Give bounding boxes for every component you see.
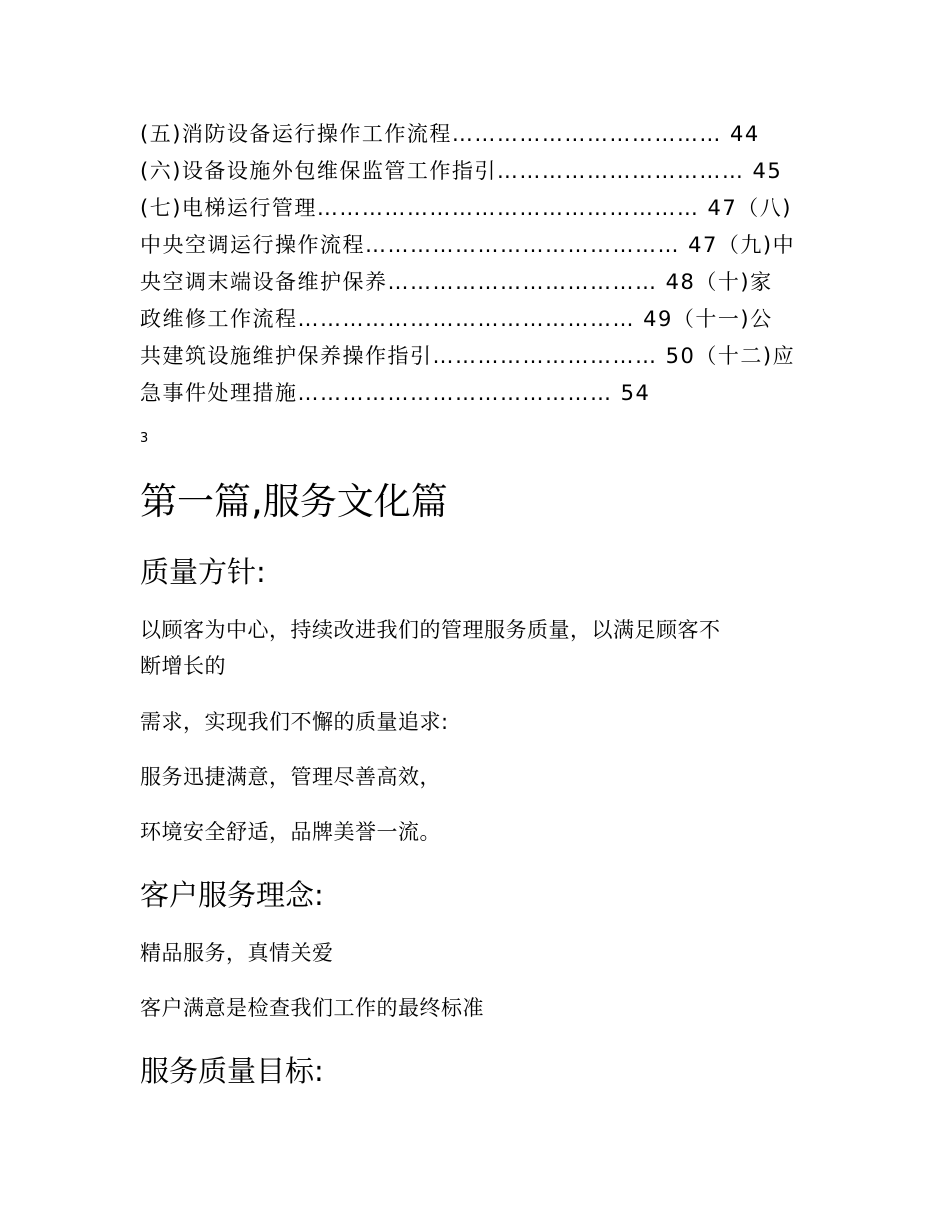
toc-entry-5[interactable]: (五)消防设备运行操作工作流程……………………………… 44	[140, 122, 760, 146]
toc-entry-8[interactable]: 中央空调运行操作流程…………………………………… 47（九)中	[140, 233, 796, 257]
toc-entry-12[interactable]: 急事件处理措施…………………………………… 54	[140, 381, 651, 405]
quality-policy-text-4: 服务迅捷满意，管理尽善高效，	[140, 765, 441, 789]
quality-policy-text-5: 环境安全舒适，品牌美誉一流。	[140, 820, 441, 844]
chapter-title: 第一篇,服务文化篇	[140, 480, 448, 523]
toc-entry-11[interactable]: 共建筑设施维护保养操作指引………………………… 50（十二)应	[140, 344, 796, 368]
quality-policy-text-2: 断增长的	[140, 654, 226, 678]
service-concept-text-1: 精品服务，真情关爱	[140, 941, 334, 965]
toc-entry-6[interactable]: (六)设备设施外包维保监管工作指引…………………………… 45	[140, 159, 783, 183]
toc-entry-9[interactable]: 央空调末端设备维护保养……………………………… 48（十)家	[140, 270, 773, 294]
quality-policy-heading: 质量方针:	[140, 555, 266, 589]
quality-policy-text-1: 以顾客为中心，持续改进我们的管理服务质量，以满足顾客不	[140, 618, 721, 642]
service-goal-heading: 服务质量目标:	[140, 1054, 324, 1088]
service-concept-heading: 客户服务理念:	[140, 878, 324, 912]
quality-policy-text-3: 需求，实现我们不懈的质量追求:	[140, 710, 449, 734]
service-concept-text-2: 客户满意是检查我们工作的最终标准	[140, 996, 484, 1020]
page-number: 3	[140, 431, 149, 446]
toc-entry-10[interactable]: 政维修工作流程……………………………………… 49（十一)公	[140, 307, 773, 331]
toc-entry-7[interactable]: (七)电梯运行管理…………………………………………… 47（八)	[140, 196, 792, 220]
